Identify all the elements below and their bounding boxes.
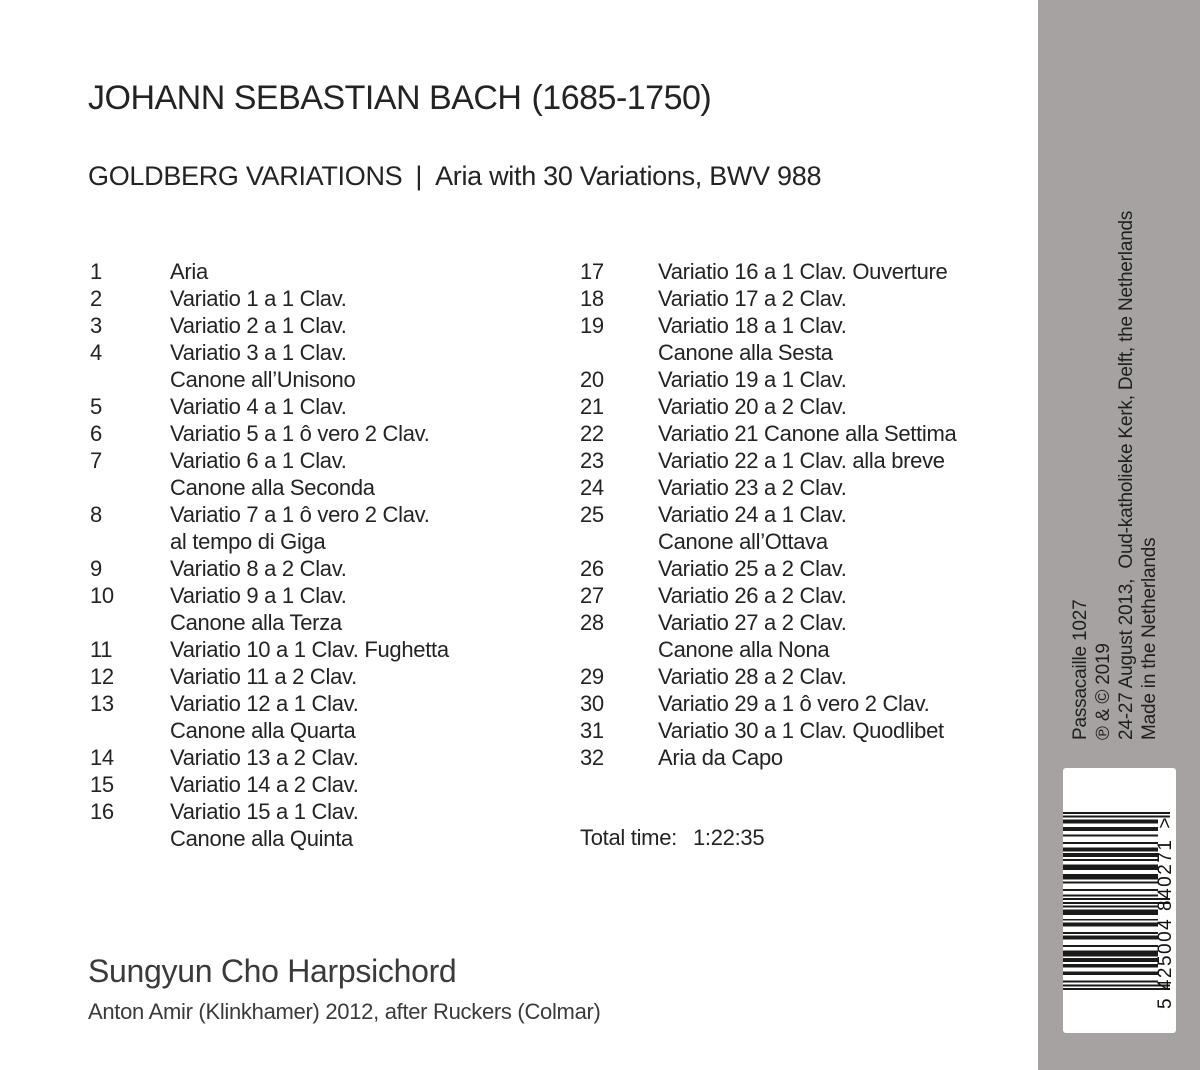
track-title <box>658 663 847 690</box>
track-row <box>580 447 1040 474</box>
track-title <box>170 636 449 663</box>
work-description: Aria with 30 Variations, BWV 988 <box>435 161 822 192</box>
track-number: 24 <box>580 475 604 500</box>
track-row <box>90 798 560 852</box>
track-number: 18 <box>580 286 604 311</box>
spine-label-made-in: Made in the Netherlands <box>1139 537 1160 740</box>
track-title-line: Variatio 11 a 2 Clav. <box>170 664 357 689</box>
track-title-line: Variatio 21 Canone alla Settima <box>658 421 957 446</box>
track-title-line: al tempo di Giga <box>170 529 326 554</box>
track-number: 27 <box>580 583 604 608</box>
track-row <box>580 582 1040 609</box>
track-number: 14 <box>90 745 114 770</box>
barcode <box>1063 768 1176 1033</box>
track-number: 31 <box>580 718 604 743</box>
track-title <box>170 771 359 798</box>
track-row <box>90 312 560 339</box>
track-title-line: Variatio 14 a 2 Clav. <box>170 772 359 797</box>
track-title-line: Variatio 6 a 1 Clav. <box>170 448 347 473</box>
track-title-line: Variatio 24 a 1 Clav. <box>658 502 847 527</box>
track-title <box>170 582 347 636</box>
track-title <box>170 339 355 393</box>
track-title-line: Variatio 2 a 1 Clav. <box>170 313 347 338</box>
track-row <box>580 690 1040 717</box>
track-title-line: Variatio 15 a 1 Clav. <box>170 799 359 824</box>
track-title-line: Aria <box>170 259 208 284</box>
track-number: 30 <box>580 691 604 716</box>
track-row <box>580 663 1040 690</box>
track-number: 1 <box>90 259 102 284</box>
barcode-digits: 5 425004 840271 <box>1155 838 1176 1009</box>
track-title <box>170 393 347 420</box>
track-title-line: Variatio 8 a 2 Clav. <box>170 556 347 581</box>
track-title <box>658 366 847 393</box>
track-row <box>90 771 560 798</box>
total-time-value: 1:22:35 <box>692 825 765 850</box>
track-title-line: Variatio 19 a 1 Clav. <box>658 367 847 392</box>
track-title <box>170 798 359 852</box>
track-title <box>170 312 347 339</box>
track-title-line: Variatio 22 a 1 Clav. alla breve <box>658 448 945 473</box>
track-title-line: Variatio 25 a 2 Clav. <box>658 556 847 581</box>
track-title-line: Canone alla Sesta <box>658 340 833 365</box>
track-title-line: Variatio 17 a 2 Clav. <box>658 286 847 311</box>
track-row <box>580 744 1040 771</box>
tracklist-left-column <box>90 258 560 852</box>
track-number: 32 <box>580 745 604 770</box>
track-title <box>658 609 847 663</box>
track-row <box>90 636 560 663</box>
track-title <box>658 474 847 501</box>
composer-title <box>88 79 711 117</box>
track-title-line: Variatio 12 a 1 Clav. <box>170 691 359 716</box>
track-number: 9 <box>90 556 102 581</box>
track-row <box>90 744 560 771</box>
track-title-line: Variatio 18 a 1 Clav. <box>658 313 847 338</box>
track-number: 6 <box>90 421 102 446</box>
track-title <box>170 690 359 744</box>
track-title <box>658 582 847 609</box>
track-row <box>580 501 1040 555</box>
track-title-line: Variatio 16 a 1 Clav. Ouverture <box>658 259 948 284</box>
track-number: 5 <box>90 394 102 419</box>
spine-label-copyright: ℗ & © 2019 <box>1093 643 1114 740</box>
track-title <box>658 285 847 312</box>
work-title: GOLDBERG VARIATIONS <box>88 161 403 192</box>
track-title-line: Canone alla Seconda <box>170 475 375 500</box>
track-title <box>658 312 847 366</box>
track-number: 3 <box>90 313 102 338</box>
track-title-line: Canone alla Quinta <box>170 826 353 851</box>
track-title <box>658 258 947 285</box>
track-title <box>170 285 347 312</box>
total-time-label: Total time: <box>580 825 677 850</box>
track-title-line: Variatio 29 a 1 ô vero 2 Clav. <box>658 691 930 716</box>
track-title-line: Aria da Capo <box>658 745 783 770</box>
track-title <box>170 447 375 501</box>
track-title-line: Canone all’Ottava <box>658 529 828 554</box>
barcode-number <box>1156 817 1176 1009</box>
track-title-line: Canone all’Unisono <box>170 367 356 392</box>
instrument-credit: Anton Amir (Klinkhamer) 2012, after Ruckers (Colmar) <box>88 999 601 1024</box>
track-row <box>90 555 560 582</box>
track-row <box>580 474 1040 501</box>
work-title-line <box>88 160 821 192</box>
track-title <box>170 744 359 771</box>
track-row <box>90 285 560 312</box>
track-title-line: Variatio 1 a 1 Clav. <box>170 286 347 311</box>
track-number: 12 <box>90 664 114 689</box>
track-row <box>90 393 560 420</box>
performer-name: Sungyun Cho Harpsichord <box>88 953 457 989</box>
track-number: 7 <box>90 448 102 473</box>
track-row <box>580 420 1040 447</box>
track-number: 28 <box>580 610 604 635</box>
track-number: 29 <box>580 664 604 689</box>
track-row <box>580 366 1040 393</box>
track-number: 17 <box>580 259 604 284</box>
track-number: 16 <box>90 799 114 824</box>
barcode-bars <box>1063 812 1170 990</box>
track-number: 23 <box>580 448 604 473</box>
composer-name: JOHANN SEBASTIAN BACH <box>88 78 522 117</box>
track-title <box>170 555 347 582</box>
track-title <box>658 447 945 474</box>
track-row <box>90 582 560 636</box>
track-number: 2 <box>90 286 102 311</box>
track-row <box>90 447 560 501</box>
track-title <box>170 501 430 555</box>
track-row <box>580 555 1040 582</box>
track-number: 20 <box>580 367 604 392</box>
track-title-line: Canone alla Terza <box>170 610 342 635</box>
composer-dates: (1685-1750) <box>531 78 712 117</box>
track-row <box>90 690 560 744</box>
track-row <box>90 663 560 690</box>
total-time <box>580 824 764 851</box>
track-title-line: Variatio 30 a 1 Clav. Quodlibet <box>658 718 944 743</box>
track-row <box>90 339 560 393</box>
title-separator: | <box>415 161 423 192</box>
track-title-line: Variatio 26 a 2 Clav. <box>658 583 847 608</box>
track-number: 15 <box>90 772 114 797</box>
barcode-greater-than-symbol: > <box>1155 817 1176 829</box>
track-title-line: Canone alla Quarta <box>170 718 356 743</box>
track-row <box>90 501 560 555</box>
track-title-line: Variatio 23 a 2 Clav. <box>658 475 847 500</box>
track-title-line: Variatio 3 a 1 Clav. <box>170 340 347 365</box>
spine-label-recording: 24-27 August 2013, Oud-katholieke Kerk, Delft, the Netherlands <box>1116 210 1137 740</box>
track-row <box>90 420 560 447</box>
track-number: 19 <box>580 313 604 338</box>
track-title-line: Canone alla Nona <box>658 637 830 662</box>
spine-label-catalog: Passacaille 1027 <box>1070 599 1091 740</box>
track-row <box>580 258 1040 285</box>
track-title-line: Variatio 10 a 1 Clav. Fughetta <box>170 637 449 662</box>
track-number: 26 <box>580 556 604 581</box>
track-number: 11 <box>90 637 113 662</box>
track-title <box>658 744 783 771</box>
track-row <box>580 609 1040 663</box>
track-number: 10 <box>90 583 114 608</box>
track-number: 4 <box>90 340 102 365</box>
track-row <box>90 258 560 285</box>
track-title <box>658 501 847 555</box>
tracklist-right-column <box>580 258 1040 771</box>
track-title <box>658 717 944 744</box>
track-title <box>658 420 956 447</box>
track-title-line: Variatio 5 a 1 ô vero 2 Clav. <box>170 421 430 446</box>
track-number: 13 <box>90 691 114 716</box>
track-row <box>580 285 1040 312</box>
track-row <box>580 393 1040 420</box>
track-title-line: Variatio 13 a 2 Clav. <box>170 745 359 770</box>
track-number: 25 <box>580 502 604 527</box>
track-title <box>658 555 847 582</box>
track-title <box>170 663 357 690</box>
track-title-line: Variatio 20 a 2 Clav. <box>658 394 847 419</box>
track-title-line: Variatio 9 a 1 Clav. <box>170 583 347 608</box>
track-title <box>658 393 847 420</box>
track-row <box>580 312 1040 366</box>
track-title-line: Variatio 28 a 2 Clav. <box>658 664 847 689</box>
track-number: 22 <box>580 421 604 446</box>
track-row <box>580 717 1040 744</box>
track-number: 21 <box>580 394 604 419</box>
track-title-line: Variatio 4 a 1 Clav. <box>170 394 347 419</box>
track-number: 8 <box>90 502 102 527</box>
track-title <box>658 690 929 717</box>
track-title <box>170 258 208 285</box>
track-title-line: Variatio 7 a 1 ô vero 2 Clav. <box>170 502 430 527</box>
track-title-line: Variatio 27 a 2 Clav. <box>658 610 847 635</box>
track-title <box>170 420 430 447</box>
